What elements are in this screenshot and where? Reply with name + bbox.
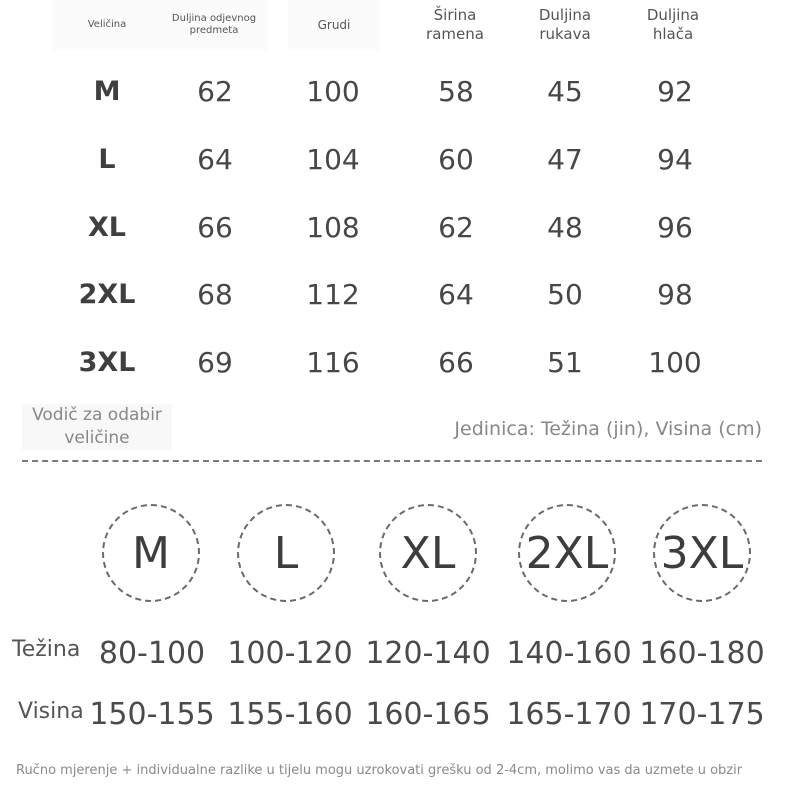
- table-cell: 94: [657, 143, 693, 176]
- table-cell: 62: [197, 75, 233, 108]
- header-pants-length: Duljina hlača: [646, 6, 700, 43]
- table-cell: 100: [648, 346, 702, 379]
- table-cell-size: M: [93, 76, 121, 107]
- table-cell: 50: [547, 278, 583, 311]
- table-cell: 108: [306, 211, 360, 244]
- table-cell-size: XL: [87, 212, 127, 243]
- table-cell: 51: [547, 346, 583, 379]
- dashed-divider: [22, 460, 762, 462]
- weight-value: 120-140: [365, 636, 491, 671]
- table-cell: 69: [197, 346, 233, 379]
- table-cell: 96: [657, 211, 693, 244]
- weight-value: 80-100: [98, 636, 206, 671]
- table-cell: 58: [438, 75, 474, 108]
- table-cell: 66: [197, 211, 233, 244]
- table-cell: 47: [547, 143, 583, 176]
- table-cell: 64: [438, 278, 474, 311]
- table-cell: 45: [547, 75, 583, 108]
- table-cell: 60: [438, 143, 474, 176]
- size-circle-l: L: [237, 504, 335, 602]
- table-cell-size: 3XL: [78, 347, 136, 378]
- size-circle-2xl: 2XL: [518, 504, 616, 602]
- table-cell: 98: [657, 278, 693, 311]
- table-cell: 112: [306, 278, 360, 311]
- size-circle-xl: XL: [379, 504, 477, 602]
- height-value: 160-165: [365, 697, 491, 732]
- size-circle-3xl: 3XL: [653, 504, 751, 602]
- weight-value: 160-180: [639, 636, 765, 671]
- table-cell: 104: [306, 143, 360, 176]
- measurement-footnote: Ručno mjerenje + individualne razlike u tijelu mogu uzrokovati grešku od 2-4cm, molimo vas da uzmete u obzir: [16, 763, 743, 778]
- table-cell: 92: [657, 75, 693, 108]
- table-cell: 48: [547, 211, 583, 244]
- header-chest: Grudi: [288, 0, 380, 50]
- height-label: Visina: [18, 699, 84, 724]
- table-cell: 116: [306, 346, 360, 379]
- header-sleeve-length: Duljina rukava: [538, 6, 592, 43]
- table-cell: 68: [197, 278, 233, 311]
- table-cell: 100: [306, 75, 360, 108]
- size-circle-m: M: [102, 504, 200, 602]
- weight-label: Težina: [12, 637, 81, 662]
- header-garment-length: Duljina odjevnog predmeta: [160, 0, 268, 50]
- weight-value: 100-120: [227, 636, 353, 671]
- header-shoulder-width: Širina ramena: [426, 6, 484, 43]
- weight-value: 140-160: [506, 636, 632, 671]
- header-size: Veličina: [52, 0, 162, 50]
- size-guide-title: Vodič za odabir veličine: [22, 404, 172, 450]
- table-cell: 62: [438, 211, 474, 244]
- height-value: 155-160: [227, 697, 353, 732]
- table-cell: 64: [197, 143, 233, 176]
- height-value: 150-155: [89, 697, 215, 732]
- table-cell-size: L: [98, 144, 116, 175]
- table-cell: 66: [438, 346, 474, 379]
- height-value: 170-175: [639, 697, 765, 732]
- height-value: 165-170: [506, 697, 632, 732]
- unit-note: Jedinica: Težina (jin), Visina (cm): [454, 418, 762, 440]
- table-cell-size: 2XL: [78, 279, 136, 310]
